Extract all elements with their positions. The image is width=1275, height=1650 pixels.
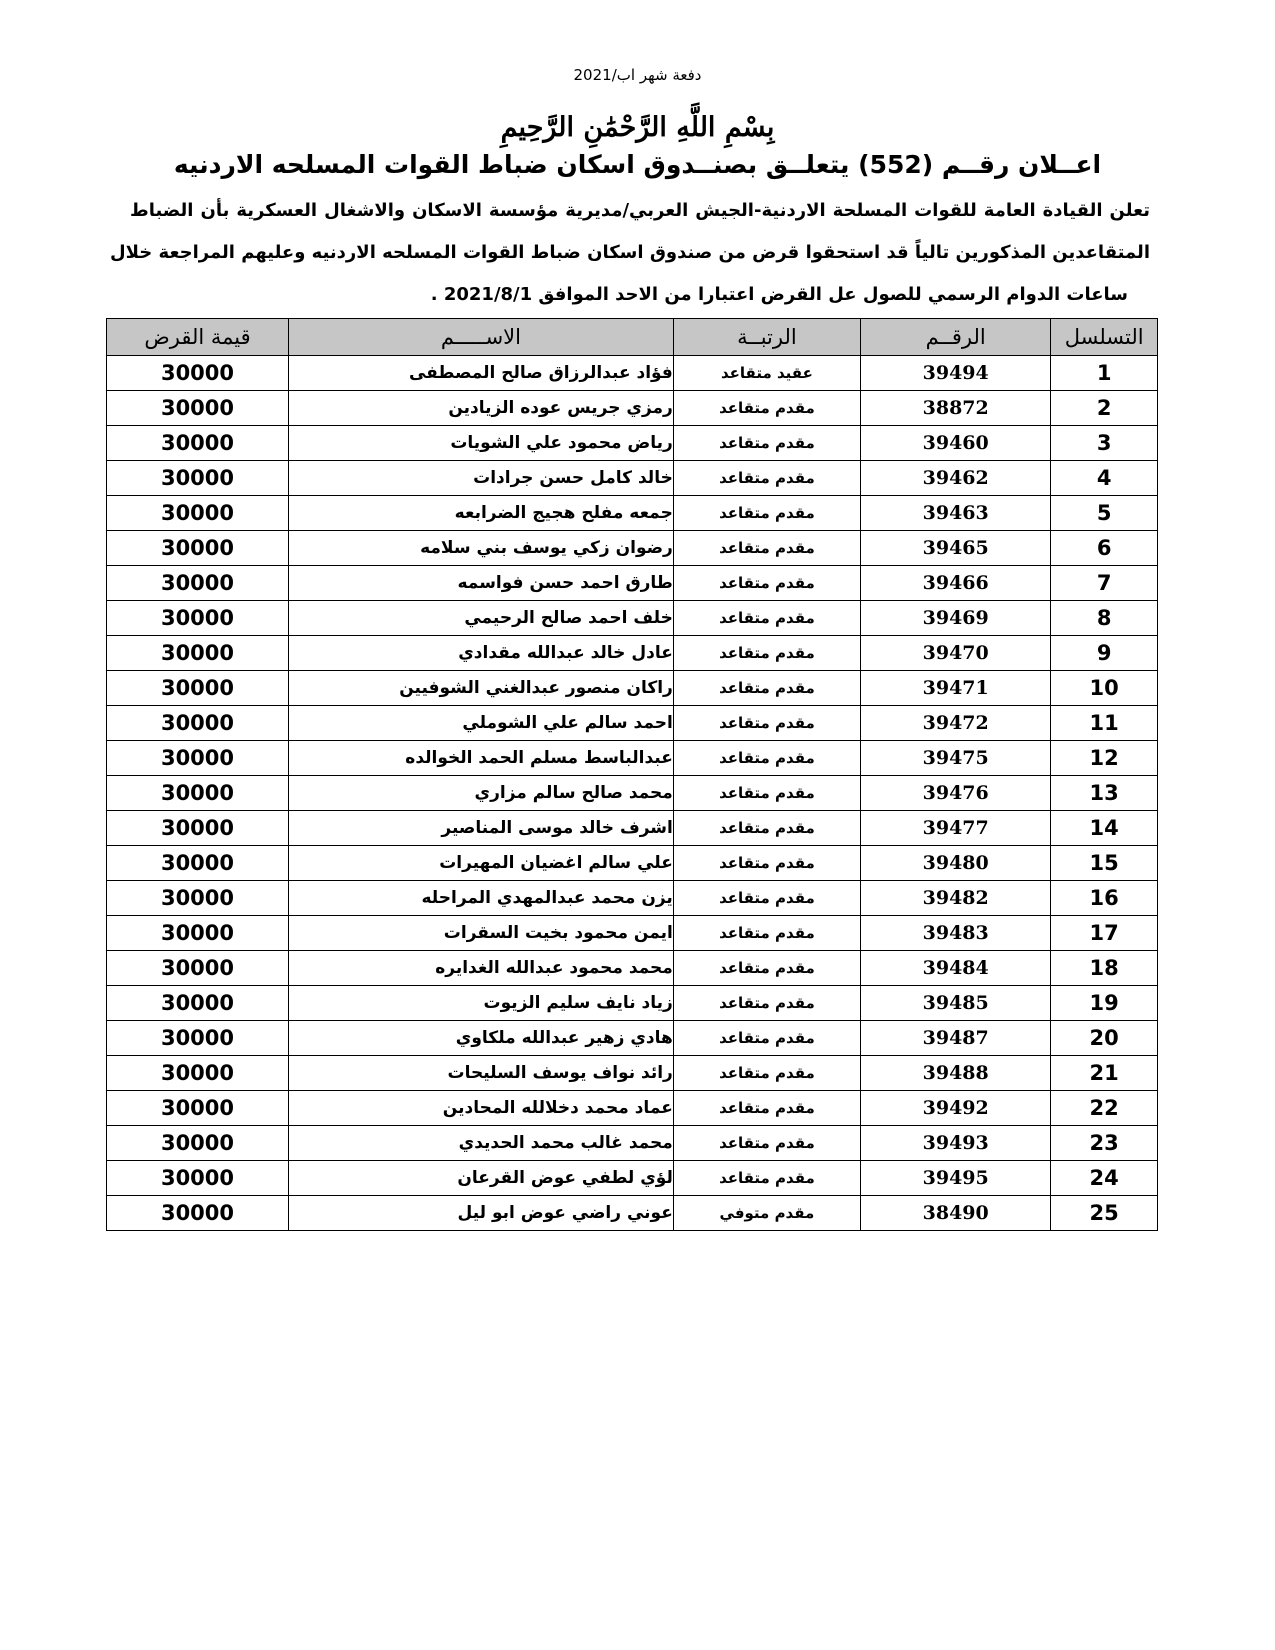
row-number: 39466 [861,566,1051,601]
batch-note: دفعة شهر اب/2021 [573,66,702,84]
row-rank: مقدم متقاعد [673,846,860,881]
table-row [107,1126,1158,1161]
row-rank: مقدم متقاعد [673,951,860,986]
row-name: خالد كامل حسن جرادات [288,461,673,496]
row-number: 39485 [861,986,1051,1021]
table-row [107,601,1158,636]
row-number: 39494 [861,356,1051,391]
table-row [107,496,1158,531]
row-amount: 30000 [107,811,289,846]
row-name: طارق احمد حسن فواسمه [288,566,673,601]
table-row [107,811,1158,846]
table-header-row [107,319,1158,356]
row-name: عبدالباسط مسلم الحمد الخوالده [288,741,673,776]
row-rank: مقدم متقاعد [673,1021,860,1056]
row-rank: مقدم متقاعد [673,986,860,1021]
row-name: عادل خالد عبدالله مقدادي [288,636,673,671]
row-rank: مقدم متقاعد [673,531,860,566]
row-amount: 30000 [107,1126,289,1161]
row-seq: 14 [1051,811,1158,846]
row-amount: 30000 [107,916,289,951]
table-row [107,356,1158,391]
row-amount: 30000 [107,636,289,671]
row-rank: مقدم متقاعد [673,426,860,461]
row-amount: 30000 [107,1091,289,1126]
row-amount: 30000 [107,706,289,741]
table-row [107,426,1158,461]
row-rank: عقيد متقاعد [673,356,860,391]
row-amount: 30000 [107,461,289,496]
row-number: 39484 [861,951,1051,986]
row-seq: 24 [1051,1161,1158,1196]
row-seq: 16 [1051,881,1158,916]
header-rank: الرتبــة [673,319,860,356]
table-row [107,881,1158,916]
row-seq: 21 [1051,1056,1158,1091]
row-name: جمعه مفلح هجيج الضرابعه [288,496,673,531]
table-row [107,1091,1158,1126]
row-rank: مقدم متقاعد [673,636,860,671]
table-row [107,566,1158,601]
row-amount: 30000 [107,391,289,426]
row-name: زياد نايف سليم الزيوت [288,986,673,1021]
row-amount: 30000 [107,846,289,881]
table-row [107,636,1158,671]
row-amount: 30000 [107,951,289,986]
row-seq: 15 [1051,846,1158,881]
row-number: 38490 [861,1196,1051,1231]
header-seq: التسلسل [1051,319,1158,356]
row-rank: مقدم متقاعد [673,461,860,496]
announcement-title: اعــلان رقــم (552) يتعلــق بصنــدوق اسكان ضباط القوات المسلحه الاردنيه [173,150,1102,179]
row-number: 39487 [861,1021,1051,1056]
row-amount: 30000 [107,566,289,601]
row-rank: مقدم متقاعد [673,881,860,916]
row-rank: مقدم متقاعد [673,1126,860,1161]
row-seq: 7 [1051,566,1158,601]
row-seq: 17 [1051,916,1158,951]
row-amount: 30000 [107,531,289,566]
table-row [107,951,1158,986]
row-name: يزن محمد عبدالمهدي المراحله [288,881,673,916]
table-row [107,741,1158,776]
row-seq: 1 [1051,356,1158,391]
row-number: 39488 [861,1056,1051,1091]
row-number: 38872 [861,391,1051,426]
row-number: 39492 [861,1091,1051,1126]
row-amount: 30000 [107,1161,289,1196]
row-seq: 5 [1051,496,1158,531]
row-name: علي سالم اغضيان المهيرات [288,846,673,881]
table-row [107,391,1158,426]
table-row [107,1196,1158,1231]
row-name: رضوان زكي يوسف بني سلامه [288,531,673,566]
row-seq: 2 [1051,391,1158,426]
row-amount: 30000 [107,1056,289,1091]
announcement-body [110,190,1150,316]
row-number: 39465 [861,531,1051,566]
row-seq: 13 [1051,776,1158,811]
row-name: لؤي لطفي عوض القرعان [288,1161,673,1196]
row-seq: 19 [1051,986,1158,1021]
row-seq: 18 [1051,951,1158,986]
row-name: رائد نواف يوسف السليحات [288,1056,673,1091]
row-amount: 30000 [107,601,289,636]
row-number: 39462 [861,461,1051,496]
header-amount: قيمة القرض [107,319,289,356]
row-name: اشرف خالد موسى المناصير [288,811,673,846]
row-rank: مقدم متقاعد [673,811,860,846]
table-row [107,1056,1158,1091]
row-number: 39483 [861,916,1051,951]
row-amount: 30000 [107,356,289,391]
row-name: محمد غالب محمد الحديدي [288,1126,673,1161]
row-name: راكان منصور عبدالغني الشوفيين [288,671,673,706]
row-rank: مقدم متقاعد [673,671,860,706]
row-amount: 30000 [107,671,289,706]
table-row [107,846,1158,881]
row-number: 39460 [861,426,1051,461]
row-name: خلف احمد صالح الرحيمي [288,601,673,636]
row-number: 39475 [861,741,1051,776]
row-seq: 10 [1051,671,1158,706]
row-amount: 30000 [107,881,289,916]
header-name: الاســـــم [288,319,673,356]
row-amount: 30000 [107,1021,289,1056]
row-rank: مقدم متقاعد [673,566,860,601]
table-row [107,461,1158,496]
row-number: 39480 [861,846,1051,881]
row-name: هادي زهير عبدالله ملكاوي [288,1021,673,1056]
table-row [107,531,1158,566]
row-seq: 20 [1051,1021,1158,1056]
table-row [107,916,1158,951]
table-row [107,986,1158,1021]
row-rank: مقدم متقاعد [673,1161,860,1196]
row-number: 39477 [861,811,1051,846]
row-amount: 30000 [107,426,289,461]
table-row [107,706,1158,741]
body-line-3: ساعات الدوام الرسمي للصول عل القرض اعتبارا من الاحد الموافق 2021/8/1 . [430,284,1128,305]
row-rank: مقدم متقاعد [673,741,860,776]
row-number: 39469 [861,601,1051,636]
row-seq: 12 [1051,741,1158,776]
header-number: الرقــم [861,319,1051,356]
row-seq: 22 [1051,1091,1158,1126]
body-line-2: المتقاعدين المذكورين تالياً قد استحقوا قرض من صندوق اسكان ضباط القوات المسلحه الاردنيه وعليهم المراجعة خلال [110,242,1150,263]
row-name: محمد محمود عبدالله الغدايره [288,951,673,986]
row-rank: مقدم متقاعد [673,916,860,951]
row-seq: 23 [1051,1126,1158,1161]
row-amount: 30000 [107,496,289,531]
row-rank: مقدم متقاعد [673,776,860,811]
row-name: عوني راضي عوض ابو ليل [288,1196,673,1231]
row-rank: مقدم متقاعد [673,1091,860,1126]
row-rank: مقدم متقاعد [673,391,860,426]
table-row [107,776,1158,811]
row-name: ايمن محمود بخيت السقرات [288,916,673,951]
row-name: رياض محمود علي الشويات [288,426,673,461]
row-name: محمد صالح سالم مزاري [288,776,673,811]
row-rank: مقدم متقاعد [673,601,860,636]
row-seq: 9 [1051,636,1158,671]
row-amount: 30000 [107,1196,289,1231]
row-seq: 11 [1051,706,1158,741]
table-row [107,1021,1158,1056]
row-number: 39476 [861,776,1051,811]
row-seq: 25 [1051,1196,1158,1231]
row-amount: 30000 [107,741,289,776]
basmala: بِسْمِ اللَّهِ الرَّحْمَٰنِ الرَّحِيمِ [500,112,775,143]
row-rank: مقدم متقاعد [673,1056,860,1091]
table-row [107,671,1158,706]
row-number: 39482 [861,881,1051,916]
row-name: رمزي جريس عوده الزيادين [288,391,673,426]
row-number: 39493 [861,1126,1051,1161]
row-name: احمد سالم علي الشوملي [288,706,673,741]
row-number: 39472 [861,706,1051,741]
row-seq: 8 [1051,601,1158,636]
row-name: عماد محمد دخلالله المحادين [288,1091,673,1126]
row-rank: مقدم متقاعد [673,496,860,531]
row-amount: 30000 [107,776,289,811]
row-number: 39471 [861,671,1051,706]
row-seq: 3 [1051,426,1158,461]
loan-recipients-table [106,318,1158,1231]
row-name: فؤاد عبدالرزاق صالح المصطفى [288,356,673,391]
body-line-1: تعلن القيادة العامة للقوات المسلحة الاردنية-الجيش العربي/مديرية مؤسسة الاسكان والاشغال العسكرية بأن الضباط [130,200,1150,221]
row-number: 39470 [861,636,1051,671]
row-seq: 4 [1051,461,1158,496]
row-number: 39463 [861,496,1051,531]
row-rank: مقدم متقاعد [673,706,860,741]
table-row [107,1161,1158,1196]
row-number: 39495 [861,1161,1051,1196]
row-amount: 30000 [107,986,289,1021]
row-seq: 6 [1051,531,1158,566]
row-rank: مقدم متوفي [673,1196,860,1231]
